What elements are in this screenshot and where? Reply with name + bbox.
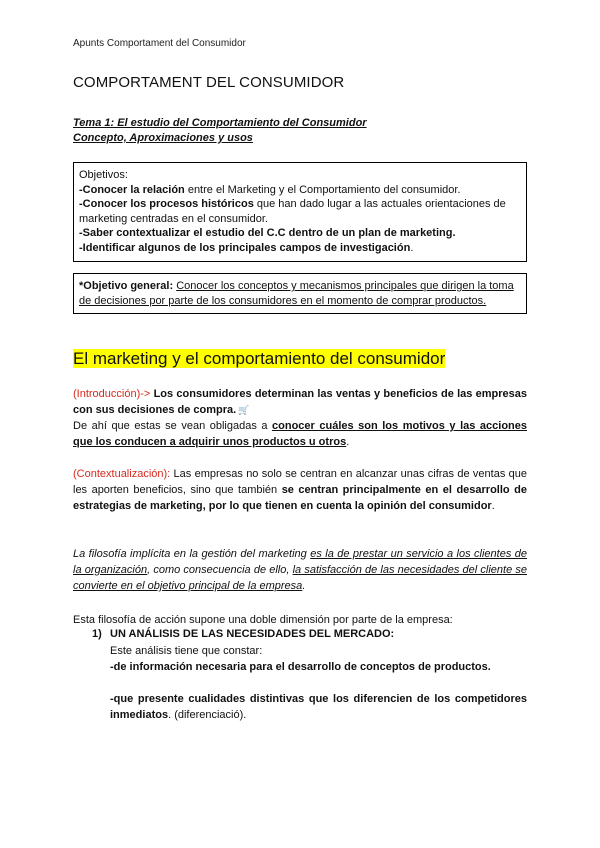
page-header: Apunts Comportament del Consumidor: [73, 38, 246, 49]
objectives-box: [73, 162, 527, 262]
list-item-1: [92, 627, 394, 642]
objectives-label: Objetivos:: [79, 169, 128, 181]
context-bold: se centran principalmente en el desarrollo de estrategias de marketing, por lo que tienen en cuenta la opinión del consumidor: [73, 484, 527, 512]
objective-rest: que han dado lugar a las actuales orientaciones de marketing centradas en el consumidor.: [79, 198, 506, 225]
topic-heading: [73, 116, 367, 146]
context-post: .: [491, 500, 495, 512]
intro-bold: Los consumidores determinan las ventas y beneficios de las empresas con sus decisiones de compra.: [73, 388, 527, 416]
objective-item: [79, 241, 520, 256]
intro-line2-post: .: [346, 436, 350, 448]
philosophy-post: .: [302, 580, 306, 592]
list-title: UN ANÁLISIS DE LAS NECESIDADES DEL MERCADO:: [110, 628, 395, 640]
objective-item: [79, 183, 520, 198]
objective-rest: .: [410, 241, 414, 254]
objective-bold: -Conocer los procesos históricos: [79, 198, 254, 211]
list-subitem-2-bold: -que presente cualidades distintivas que los diferencien de los competidores inmediatos: [110, 693, 527, 721]
topic-line-2: Concepto, Aproximaciones y usos: [73, 132, 253, 144]
context-tag: (Contextualización):: [73, 468, 171, 480]
list-number: 1): [92, 628, 102, 640]
objective-item: [79, 197, 520, 226]
philosophy-underline-2: la satisfacción de las necesidades del cliente se convierte en el objetivo principal de la empresa: [73, 564, 527, 592]
objective-bold: -Identificar algunos de los principales campos de investigación: [79, 241, 411, 254]
topic-line-1: Tema 1: El estudio del Comportamiento del Consumidor: [73, 117, 367, 129]
intro-line-2: [73, 418, 527, 450]
list-subitem-1: [110, 659, 527, 675]
objective-item: [79, 226, 520, 241]
philosophy-paragraph: [73, 546, 527, 594]
general-objective-label: *Objetivo general:: [79, 280, 174, 292]
objective-bold: -Saber contextualizar el estudio del C.C dentro de un plan de marketing.: [79, 227, 456, 240]
intro-tag: (Introducción)->: [73, 388, 151, 400]
philosophy-pre: La filosofía implícita en la gestión del marketing: [73, 548, 311, 560]
context-text: Las empresas no solo se centran en alcanzar unas cifras de ventas que les aporten beneficios, sino que también: [73, 468, 527, 496]
intro-line2-bold: conocer cuáles son los motivos y las acciones que los conducen a adquirir unos productos u otros: [73, 420, 527, 448]
general-objective-box: [73, 273, 527, 314]
dimension-paragraph: Esta filosofía de acción supone una doble dimensión por parte de la empresa:: [73, 614, 453, 626]
objective-bold: -Conocer la relación: [79, 183, 185, 196]
list-subitem-2: [110, 691, 527, 723]
general-objective-text: Conocer los conceptos y mecanismos principales que dirigen la toma de decisiones por parte de los consumidores en el momento de comprar productos.: [79, 280, 514, 307]
philosophy-underline-1: es la de prestar un servicio a los clientes de la organización: [73, 548, 527, 576]
list-intro: Este análisis tiene que constar:: [110, 645, 263, 657]
section-heading-text: El marketing y el comportamiento del consumidor: [73, 349, 446, 368]
intro-paragraph: [73, 386, 527, 450]
list-subitem-1-text: -de información necesaria para el desarrollo de conceptos de productos.: [110, 661, 491, 673]
philosophy-mid: , como consecuencia de ello,: [147, 564, 293, 576]
intro-line2-pre: De ahí que estas se vean obligadas a: [73, 420, 273, 432]
section-heading: [73, 349, 445, 369]
list-subitem-2-post: . (diferenciació).: [168, 709, 247, 721]
cart-icon: 🛒: [238, 405, 250, 415]
objective-rest: entre el Marketing y el Comportamiento del consumidor.: [184, 183, 461, 196]
context-paragraph: [73, 466, 527, 514]
document-title: COMPORTAMENT DEL CONSUMIDOR: [73, 74, 345, 91]
